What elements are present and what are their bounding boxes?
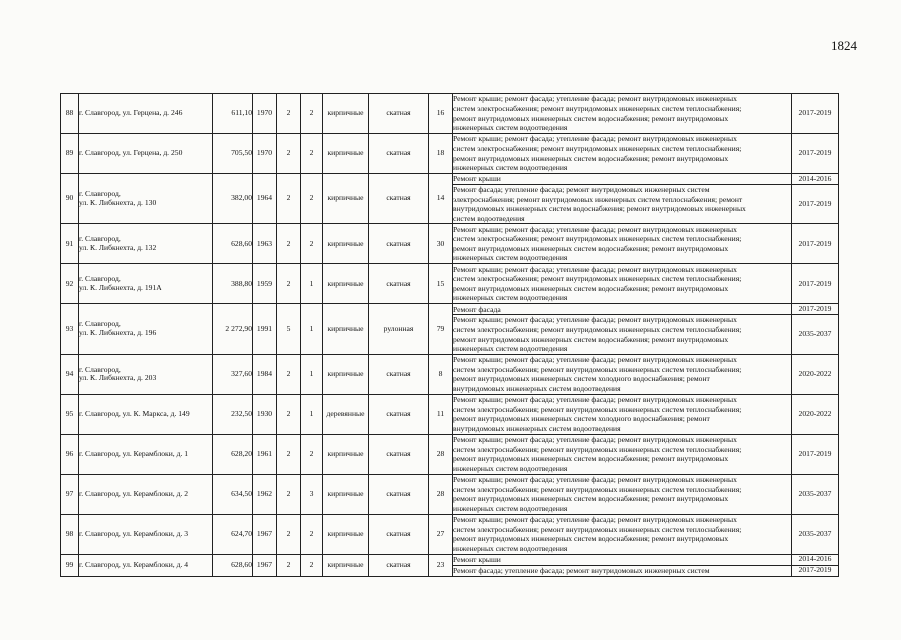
- floors: 2: [277, 174, 301, 224]
- address-cell: [79, 174, 213, 224]
- work-line: систем электроснабжения; ремонт внутридомовых инженерных систем теплоснабжения;: [453, 484, 742, 494]
- entrances: 3: [301, 474, 323, 514]
- work-line: ремонт внутридомовых инженерных систем холодного водоснабжения; ремонт: [453, 414, 710, 424]
- floors: 2: [277, 224, 301, 264]
- work-period: 2017-2019: [792, 565, 839, 576]
- work-description: [453, 474, 792, 514]
- roof-type: скатная: [369, 554, 429, 576]
- work-line: инженерных систем водоотведения: [453, 344, 568, 354]
- address-line: ул. К. Либкнехта, д. 191А: [79, 282, 162, 292]
- work-line: систем электроснабжения; ремонт внутридомовых инженерных систем теплоснабжения;: [453, 524, 742, 534]
- address-line: г. Славгород,: [79, 189, 121, 199]
- work-period: 2020-2022: [792, 394, 839, 434]
- address-line: ул. К. Либкнехта, д. 130: [79, 197, 157, 207]
- wall-material: кирпичные: [323, 554, 369, 576]
- floors: 2: [277, 554, 301, 576]
- address-line: г. Славгород, ул. Герцена, д. 246: [79, 108, 183, 118]
- apartments: 79: [429, 304, 453, 354]
- wall-material: кирпичные: [323, 94, 369, 134]
- entrances: 1: [301, 394, 323, 434]
- build-year: 1963: [253, 224, 277, 264]
- work-line: систем водоотведения: [453, 213, 525, 223]
- work-line: Ремонт фасада; утепление фасада; ремонт внутридомовых инженерных систем: [453, 565, 710, 575]
- work-description: [453, 94, 792, 134]
- work-line: систем электроснабжения; ремонт внутридомовых инженерных систем теплоснабжения;: [453, 404, 742, 414]
- work-period: 2017-2019: [792, 134, 839, 174]
- work-line: Ремонт фасада; утепление фасада; ремонт внутридомовых инженерных систем: [453, 185, 710, 194]
- entrances: 2: [301, 134, 323, 174]
- work-line: инженерных систем водоотведения: [453, 503, 568, 513]
- work-description: [453, 434, 792, 474]
- table-row: [61, 474, 839, 514]
- work-line: ремонт внутридомовых инженерных систем водоснабжения; ремонт внутридомовых: [453, 243, 729, 253]
- work-line: Ремонт крыши; ремонт фасада; утепление фасада; ремонт внутридомовых инженерных: [453, 134, 737, 144]
- roof-type: скатная: [369, 434, 429, 474]
- work-description: [453, 264, 792, 304]
- row-number: 94: [61, 354, 79, 394]
- page-number: 1824: [831, 38, 857, 53]
- table-row: [61, 394, 839, 434]
- work-line: Ремонт крыши; ремонт фасада; утепление фасада; ремонт внутридомовых инженерных: [453, 475, 737, 485]
- work-period: 2035-2037: [792, 315, 839, 354]
- apartments: 27: [429, 514, 453, 554]
- build-year: 1962: [253, 474, 277, 514]
- work-line: инженерных систем водоотведения: [453, 253, 568, 263]
- address-cell: [79, 514, 213, 554]
- work-line: Ремонт крыши; ремонт фасада; утепление фасада; ремонт внутридомовых инженерных: [453, 515, 737, 525]
- address-cell: [79, 264, 213, 304]
- work-line: систем электроснабжения; ремонт внутридомовых инженерных систем теплоснабжения;: [453, 274, 742, 284]
- floors: 2: [277, 394, 301, 434]
- work-line: Ремонт крыши; ремонт фасада; утепление фасада; ремонт внутридомовых инженерных: [453, 315, 737, 325]
- address-cell: [79, 134, 213, 174]
- work-line: Ремонт крыши; ремонт фасада; утепление фасада; ремонт внутридомовых инженерных: [453, 395, 737, 405]
- work-description: [453, 174, 792, 185]
- work-line: Ремонт крыши: [453, 174, 501, 184]
- build-year: 1967: [253, 514, 277, 554]
- row-number: 92: [61, 264, 79, 304]
- entrances: 1: [301, 304, 323, 354]
- work-period: 2014-2016: [792, 554, 839, 565]
- total-area: 628,60: [213, 554, 253, 576]
- work-description: [453, 565, 792, 576]
- work-line: ремонт внутридомовых инженерных систем водоснабжения; ремонт внутридомовых: [453, 113, 729, 123]
- roof-type: скатная: [369, 264, 429, 304]
- total-area: 327,60: [213, 354, 253, 394]
- address-cell: [79, 474, 213, 514]
- address-cell: [79, 554, 213, 576]
- work-description: [453, 394, 792, 434]
- address-line: г. Славгород, ул. Керамблоки, д. 1: [79, 448, 189, 458]
- work-period: 2035-2037: [792, 474, 839, 514]
- work-line: Ремонт крыши: [453, 554, 501, 564]
- apartments: 11: [429, 394, 453, 434]
- work-description: [453, 354, 792, 394]
- row-number: 91: [61, 224, 79, 264]
- address-line: г. Славгород, ул. Керамблоки, д. 2: [79, 488, 189, 498]
- apartments: 16: [429, 94, 453, 134]
- build-year: 1967: [253, 554, 277, 576]
- wall-material: кирпичные: [323, 514, 369, 554]
- apartments: 8: [429, 354, 453, 394]
- floors: 2: [277, 264, 301, 304]
- build-year: 1970: [253, 134, 277, 174]
- entrances: 1: [301, 264, 323, 304]
- work-line: инженерных систем водоотведения: [453, 543, 568, 553]
- address-line: ул. К. Либкнехта, д. 203: [79, 373, 157, 383]
- total-area: 628,60: [213, 224, 253, 264]
- work-line: ремонт внутридомовых инженерных систем водоснабжения; ремонт внутридомовых: [453, 534, 729, 544]
- apartments: 18: [429, 134, 453, 174]
- wall-material: деревянные: [323, 394, 369, 434]
- roof-type: скатная: [369, 224, 429, 264]
- work-description: [453, 304, 792, 315]
- work-description: [453, 185, 792, 224]
- work-line: ремонт внутридомовых инженерных систем водоснабжения; ремонт внутридомовых: [453, 153, 729, 163]
- address-line: г. Славгород,: [79, 364, 121, 374]
- roof-type: скатная: [369, 394, 429, 434]
- entrances: 2: [301, 434, 323, 474]
- entrances: 2: [301, 94, 323, 134]
- total-area: 388,80: [213, 264, 253, 304]
- work-period: 2017-2019: [792, 304, 839, 315]
- wall-material: кирпичные: [323, 224, 369, 264]
- work-line: внутридомовых инженерных систем водоотведения: [453, 383, 621, 393]
- work-line: Ремонт крыши; ремонт фасада; утепление фасада; ремонт внутридомовых инженерных: [453, 224, 737, 234]
- floors: 2: [277, 474, 301, 514]
- table-row: [61, 354, 839, 394]
- housing-repair-table: [60, 93, 839, 577]
- apartments: 28: [429, 434, 453, 474]
- table-row: [61, 224, 839, 264]
- roof-type: скатная: [369, 354, 429, 394]
- floors: 5: [277, 304, 301, 354]
- work-description: [453, 134, 792, 174]
- work-line: инженерных систем водоотведения: [453, 293, 568, 303]
- work-line: внутридомовых инженерных систем водоснабжения; ремонт внутридомовых инженерных: [453, 204, 746, 214]
- floors: 2: [277, 434, 301, 474]
- total-area: 634,50: [213, 474, 253, 514]
- work-period: 2017-2019: [792, 434, 839, 474]
- work-line: систем электроснабжения; ремонт внутридомовых инженерных систем теплоснабжения;: [453, 364, 742, 374]
- apartments: 30: [429, 224, 453, 264]
- row-number: 88: [61, 94, 79, 134]
- total-area: 382,00: [213, 174, 253, 224]
- work-period: 2017-2019: [792, 94, 839, 134]
- wall-material: кирпичные: [323, 434, 369, 474]
- work-period: 2014-2016: [792, 174, 839, 185]
- row-number: 89: [61, 134, 79, 174]
- work-line: ремонт внутридомовых инженерных систем водоснабжения; ремонт внутридомовых: [453, 283, 729, 293]
- wall-material: кирпичные: [323, 264, 369, 304]
- work-line: систем электроснабжения; ремонт внутридомовых инженерных систем теплоснабжения;: [453, 324, 742, 334]
- work-description: [453, 315, 792, 354]
- build-year: 1930: [253, 394, 277, 434]
- table-row: [61, 94, 839, 134]
- work-line: Ремонт крыши; ремонт фасада; утепление фасада; ремонт внутридомовых инженерных: [453, 94, 737, 104]
- entrances: 2: [301, 224, 323, 264]
- work-line: инженерных систем водоотведения: [453, 163, 568, 173]
- total-area: 232,50: [213, 394, 253, 434]
- table-row: [61, 134, 839, 174]
- build-year: 1991: [253, 304, 277, 354]
- address-cell: [79, 224, 213, 264]
- wall-material: кирпичные: [323, 304, 369, 354]
- floors: 2: [277, 134, 301, 174]
- address-cell: [79, 354, 213, 394]
- total-area: 628,20: [213, 434, 253, 474]
- entrances: 2: [301, 554, 323, 576]
- entrances: 1: [301, 354, 323, 394]
- table-row: [61, 174, 839, 185]
- build-year: 1984: [253, 354, 277, 394]
- work-line: Ремонт крыши; ремонт фасада; утепление фасада; ремонт внутридомовых инженерных: [453, 264, 737, 274]
- work-line: инженерных систем водоотведения: [453, 123, 568, 133]
- row-number: 95: [61, 394, 79, 434]
- table-row: [61, 434, 839, 474]
- table-row: [61, 264, 839, 304]
- apartments: 28: [429, 474, 453, 514]
- address-line: ул. К. Либкнехта, д. 196: [79, 328, 157, 338]
- address-line: г. Славгород, ул. Керамблоки, д. 3: [79, 528, 189, 538]
- wall-material: кирпичные: [323, 134, 369, 174]
- work-line: ремонт внутридомовых инженерных систем водоснабжения; ремонт внутридомовых: [453, 334, 729, 344]
- work-description: [453, 514, 792, 554]
- apartments: 15: [429, 264, 453, 304]
- total-area: 611,10: [213, 94, 253, 134]
- table-row: [61, 514, 839, 554]
- wall-material: кирпичные: [323, 174, 369, 224]
- work-line: инженерных систем водоотведения: [453, 463, 568, 473]
- address-line: г. Славгород,: [79, 234, 121, 244]
- row-number: 99: [61, 554, 79, 576]
- row-number: 96: [61, 434, 79, 474]
- address-line: ул. К. Либкнехта, д. 132: [79, 242, 157, 252]
- row-number: 93: [61, 304, 79, 354]
- work-line: систем электроснабжения; ремонт внутридомовых инженерных систем теплоснабжения;: [453, 444, 742, 454]
- floors: 2: [277, 94, 301, 134]
- work-line: систем электроснабжения; ремонт внутридомовых инженерных систем теплоснабжения;: [453, 143, 742, 153]
- table-row: [61, 554, 839, 565]
- address-line: г. Славгород, ул. К. Маркса, д. 149: [79, 408, 190, 418]
- total-area: 705,50: [213, 134, 253, 174]
- entrances: 2: [301, 514, 323, 554]
- roof-type: скатная: [369, 134, 429, 174]
- work-period: 2017-2019: [792, 224, 839, 264]
- roof-type: скатная: [369, 514, 429, 554]
- address-line: г. Славгород, ул. Герцена, д. 250: [79, 148, 183, 158]
- build-year: 1970: [253, 94, 277, 134]
- work-line: Ремонт крыши; ремонт фасада; утепление фасада; ремонт внутридомовых инженерных: [453, 435, 737, 445]
- apartments: 14: [429, 174, 453, 224]
- work-description: [453, 554, 792, 565]
- work-line: систем электроснабжения; ремонт внутридомовых инженерных систем теплоснабжения;: [453, 103, 742, 113]
- work-line: ремонт внутридомовых инженерных систем водоснабжения; ремонт внутридомовых: [453, 454, 729, 464]
- address-cell: [79, 434, 213, 474]
- address-line: г. Славгород,: [79, 274, 121, 284]
- work-line: ремонт внутридомовых инженерных систем холодного водоснабжения; ремонт: [453, 374, 710, 384]
- wall-material: кирпичные: [323, 354, 369, 394]
- work-period: 2017-2019: [792, 185, 839, 224]
- total-area: 624,70: [213, 514, 253, 554]
- address-line: г. Славгород,: [79, 319, 121, 329]
- build-year: 1959: [253, 264, 277, 304]
- address-cell: [79, 94, 213, 134]
- roof-type: рулонная: [369, 304, 429, 354]
- build-year: 1964: [253, 174, 277, 224]
- total-area: 2 272,90: [213, 304, 253, 354]
- row-number: 97: [61, 474, 79, 514]
- work-line: Ремонт крыши; ремонт фасада; утепление фасада; ремонт внутридомовых инженерных: [453, 355, 737, 365]
- work-period: 2017-2019: [792, 264, 839, 304]
- address-line: г. Славгород, ул. Керамблоки, д. 4: [79, 559, 189, 569]
- roof-type: скатная: [369, 94, 429, 134]
- entrances: 2: [301, 174, 323, 224]
- table-row: [61, 304, 839, 315]
- work-line: Ремонт фасада: [453, 304, 501, 314]
- floors: 2: [277, 514, 301, 554]
- address-cell: [79, 394, 213, 434]
- work-description: [453, 224, 792, 264]
- row-number: 90: [61, 174, 79, 224]
- apartments: 23: [429, 554, 453, 576]
- work-line: ремонт внутридомовых инженерных систем водоснабжения; ремонт внутридомовых: [453, 494, 729, 504]
- address-cell: [79, 304, 213, 354]
- work-period: 2020-2022: [792, 354, 839, 394]
- work-period: 2035-2037: [792, 514, 839, 554]
- roof-type: скатная: [369, 474, 429, 514]
- roof-type: скатная: [369, 174, 429, 224]
- floors: 2: [277, 354, 301, 394]
- work-line: внутридомовых инженерных систем водоотведения: [453, 423, 621, 433]
- wall-material: кирпичные: [323, 474, 369, 514]
- row-number: 98: [61, 514, 79, 554]
- build-year: 1961: [253, 434, 277, 474]
- work-line: электроснабжения; ремонт внутридомовых инженерных систем теплоснабжения; ремонт: [453, 194, 743, 204]
- work-line: систем электроснабжения; ремонт внутридомовых инженерных систем теплоснабжения;: [453, 234, 742, 244]
